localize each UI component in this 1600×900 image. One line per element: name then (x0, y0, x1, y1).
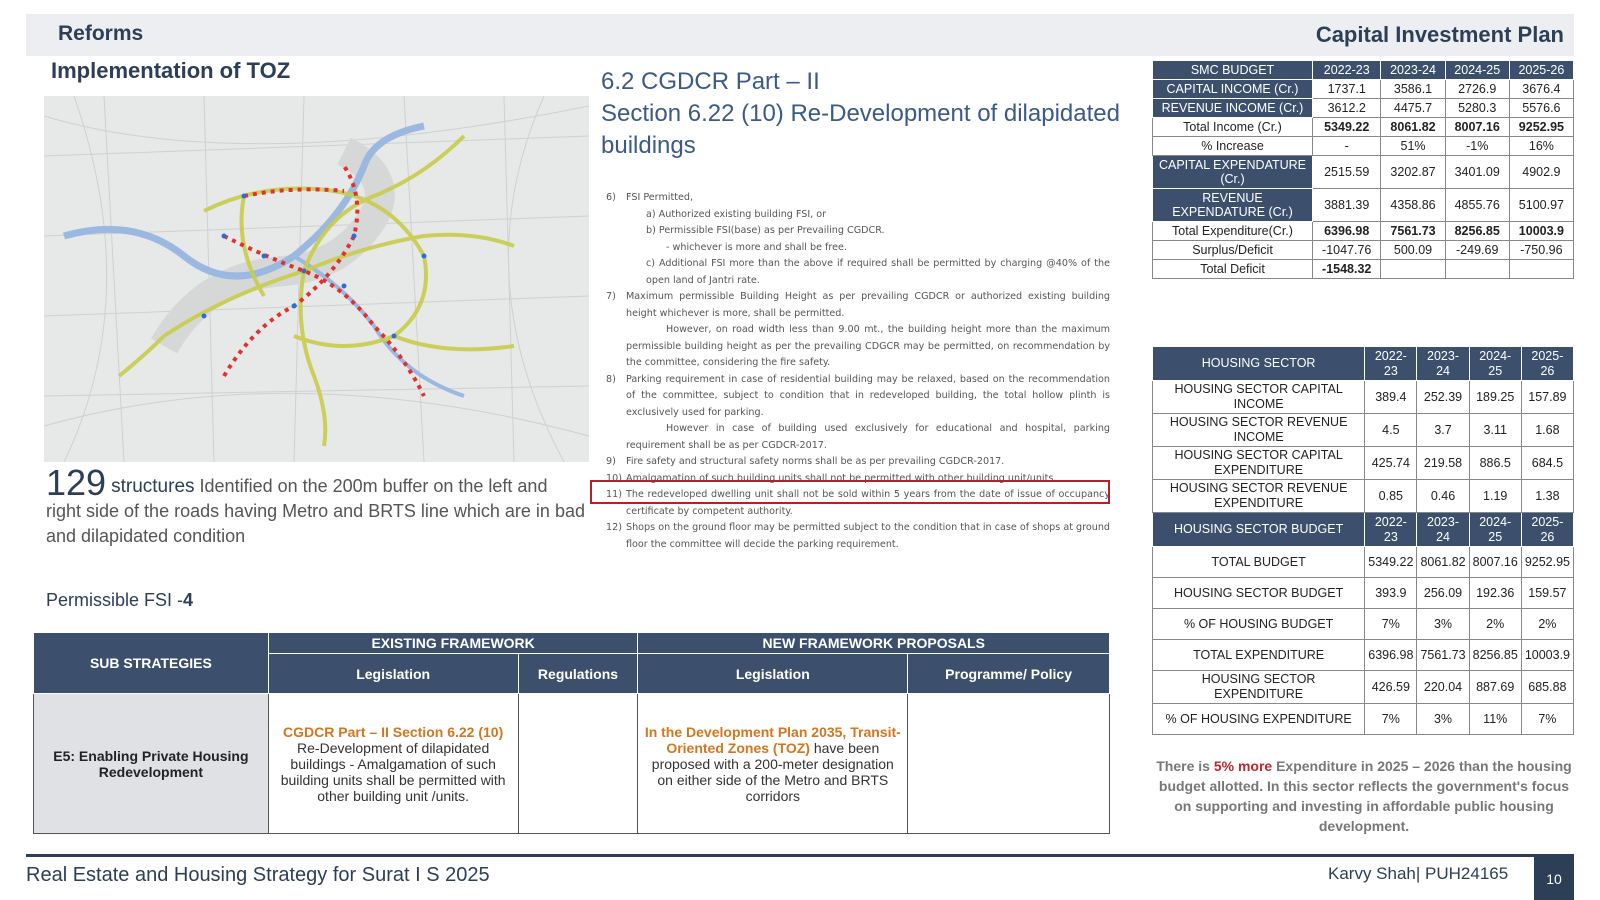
budget-value-cell: 3401.09 (1445, 156, 1509, 189)
th-new-framework: NEW FRAMEWORK PROPOSALS (638, 633, 1110, 654)
clause-number: 9) (606, 456, 616, 467)
budget-value-cell: 5100.97 (1509, 189, 1573, 222)
budget-row (1153, 99, 1574, 118)
budget-value-cell: 4358.86 (1381, 189, 1445, 222)
budget-value-cell: 2515.59 (1313, 156, 1381, 189)
footer-title: Real Estate and Housing Strategy for Surat I S 2025 (26, 864, 490, 886)
housing-row (1153, 414, 1574, 447)
regulation-clause (606, 223, 1110, 240)
housing-sector-table (1152, 346, 1574, 735)
reforms-heading: Reforms (58, 22, 144, 45)
housing-row-label: % OF HOUSING BUDGET (1153, 609, 1365, 640)
regulation-clause (606, 289, 1110, 322)
housing-row-label: TOTAL BUDGET (1153, 547, 1365, 578)
regulation-clause (606, 372, 1110, 422)
regulation-clause (606, 240, 1110, 257)
budget-value-cell: 3881.39 (1313, 189, 1381, 222)
budget-header-cell: 2025-26 (1509, 61, 1573, 80)
th-sub-strategies: SUB STRATEGIES (34, 633, 269, 694)
housing-value-cell: 220.04 (1417, 671, 1469, 704)
budget-value-cell (1445, 260, 1509, 279)
budget-value-cell: 8007.16 (1445, 118, 1509, 137)
budget-row-label: % Increase (1153, 137, 1313, 156)
budget-value-cell: -1% (1445, 137, 1509, 156)
regulation-clause (606, 322, 1110, 372)
housing-value-cell: 252.39 (1417, 381, 1469, 414)
budget-row (1153, 241, 1574, 260)
housing-header-cell: 2025-26 (1521, 513, 1573, 547)
clause-text: c) Additional FSI more than the above if required shall be permitted by charging @40% of the open land of Jantri rate. (646, 258, 1110, 286)
budget-value-cell: -750.96 (1509, 241, 1573, 260)
housing-value-cell: 6396.98 (1365, 640, 1417, 671)
housing-value-cell: 7% (1365, 704, 1417, 735)
section-title-line2: Section 6.22 (10) Re-Development of dilapidated buildings (601, 100, 1120, 159)
page-number: 10 (1534, 857, 1574, 900)
budget-row-label: Total Income (Cr.) (1153, 118, 1313, 137)
regulations-cell (518, 694, 638, 834)
budget-value-cell: 3586.1 (1381, 80, 1445, 99)
fsi-label: Permissible FSI - (46, 590, 184, 610)
existing-legislation-text: Re-Development of dilapidated buildings - Amalgamation of such building units shall be permitted with other building unit /units. (280, 739, 506, 804)
note-post: Expenditure in 2025 – 2026 than the housing budget allotted. In this sector reflects the government's focus on supporting and investing in affordable public housing development. (1158, 758, 1572, 834)
structures-word: structures (111, 476, 195, 497)
budget-row-label: CAPITAL EXPENDATURE (Cr.) (1153, 156, 1313, 189)
clause-text: a) Authorized existing building FSI, or (646, 208, 827, 220)
budget-value-cell: 5349.22 (1313, 118, 1381, 137)
housing-row-label: HOUSING SECTOR CAPITAL INCOME (1153, 381, 1365, 414)
footer-divider (26, 854, 1574, 857)
note-highlight: 5% more (1213, 758, 1273, 774)
housing-value-cell: 192.36 (1469, 578, 1521, 609)
map-graphic (44, 96, 589, 462)
clause-number: 10) (606, 472, 622, 484)
housing-value-cell: 1.68 (1521, 414, 1573, 447)
housing-value-cell: 1.19 (1469, 480, 1521, 513)
regulation-clause (606, 207, 1110, 224)
housing-row-label: % OF HOUSING EXPENDITURE (1153, 704, 1365, 735)
footer-author: Karvy Shah| PUH24165 (1328, 864, 1509, 883)
budget-value-cell: 6396.98 (1313, 222, 1381, 241)
new-legislation-cell (638, 694, 908, 834)
budget-value-cell: 5576.6 (1509, 99, 1573, 118)
clause-text: The redeveloped dwelling unit shall not be sold within 5 years from the date of issue of occupancy certificate by competent authority. (626, 489, 1110, 517)
budget-row-label: REVENUE INCOME (Cr.) (1153, 99, 1313, 118)
th-regulations: Regulations (518, 654, 638, 694)
budget-row-label: Total Expenditure(Cr.) (1153, 222, 1313, 241)
top-bar (26, 14, 1574, 56)
clause-text: Maximum permissible Building Height as per prevailing CGDCR or authorized existing building height whichever is more, shall be permitted. (626, 291, 1110, 319)
housing-value-cell: 7% (1365, 609, 1417, 640)
housing-value-cell: 886.5 (1469, 447, 1521, 480)
clause-text: FSI Permitted, (626, 192, 694, 203)
regulation-clause (606, 190, 1110, 207)
housing-row-label: HOUSING SECTOR REVENUE EXPENDITURE (1153, 480, 1365, 513)
housing-value-cell: 189.25 (1469, 381, 1521, 414)
housing-value-cell: 11% (1469, 704, 1521, 735)
clause-text: - whichever is more and shall be free. (666, 241, 847, 253)
housing-value-cell: 426.59 (1365, 671, 1417, 704)
new-legislation-text: have been proposed with a 200-meter designation on either side of the Metro and BRTS corridors (651, 739, 894, 804)
budget-value-cell: 2726.9 (1445, 80, 1509, 99)
housing-value-cell: 3% (1417, 704, 1469, 735)
budget-value-cell: 4902.9 (1509, 156, 1573, 189)
housing-value-cell: 3% (1417, 609, 1469, 640)
structures-text (46, 462, 586, 549)
budget-header-cell: 2024-25 (1445, 61, 1509, 80)
clause-number: 8) (606, 373, 616, 385)
programme-policy-cell (908, 694, 1110, 834)
budget-value-cell: 8256.85 (1445, 222, 1509, 241)
budget-value-cell: 51% (1381, 137, 1445, 156)
housing-row (1153, 609, 1574, 640)
housing-row (1153, 704, 1574, 735)
th-programme-policy: Programme/ Policy (908, 654, 1110, 694)
budget-row-label: Surplus/Deficit (1153, 241, 1313, 260)
budget-value-cell: -1047.76 (1313, 241, 1381, 260)
housing-value-cell: 7% (1521, 704, 1573, 735)
housing-value-cell: 389.4 (1365, 381, 1417, 414)
budget-value-cell: 7561.73 (1381, 222, 1445, 241)
budget-value-cell: 10003.9 (1509, 222, 1573, 241)
existing-legislation-cell (268, 694, 518, 834)
housing-value-cell: 393.9 (1365, 578, 1417, 609)
regulation-clause (606, 454, 1110, 471)
housing-row (1153, 480, 1574, 513)
budget-value-cell: -1548.32 (1313, 260, 1381, 279)
housing-header-cell: 2025-26 (1521, 347, 1573, 381)
housing-row-label: HOUSING SECTOR REVENUE INCOME (1153, 414, 1365, 447)
housing-value-cell: 3.11 (1469, 414, 1521, 447)
housing-value-cell: 8061.82 (1417, 547, 1469, 578)
clause-number: 6) (606, 192, 616, 203)
budget-header-cell: 2023-24 (1381, 61, 1445, 80)
sub-strategy-cell: E5: Enabling Private Housing Redevelopment (34, 694, 269, 834)
toz-title: Implementation of TOZ (51, 58, 291, 83)
housing-row-label: HOUSING SECTOR BUDGET (1153, 578, 1365, 609)
fsi-value: 4 (183, 590, 194, 610)
section-title (601, 66, 1121, 162)
clause-text: Amalgamation of such building units shall not be permitted with other building unit/units. (626, 472, 1057, 484)
budget-value-cell: 9252.95 (1509, 118, 1573, 137)
budget-value-cell: 3612.2 (1313, 99, 1381, 118)
housing-value-cell: 5349.22 (1365, 547, 1417, 578)
capital-investment-heading: Capital Investment Plan (1315, 22, 1564, 47)
budget-row (1153, 118, 1574, 137)
budget-value-cell: 1737.1 (1313, 80, 1381, 99)
th-legislation-new: Legislation (638, 654, 908, 694)
housing-value-cell: 425.74 (1365, 447, 1417, 480)
housing-value-cell: 256.09 (1417, 578, 1469, 609)
budget-row (1153, 222, 1574, 241)
budget-value-cell: 4475.7 (1381, 99, 1445, 118)
housing-value-cell: 1.38 (1521, 480, 1573, 513)
housing-value-cell: 2% (1521, 609, 1573, 640)
note-pre: There is (1156, 758, 1210, 774)
regulation-clause (606, 421, 1110, 454)
budget-row-label: CAPITAL INCOME (Cr.) (1153, 80, 1313, 99)
housing-header-cell: 2023-24 (1417, 347, 1469, 381)
structures-description: Identified on the 200m buffer on the left and right side of the roads having Metro and BRTS line which are in bad and dilapidated condition (46, 476, 585, 546)
budget-value-cell: 3202.87 (1381, 156, 1445, 189)
housing-value-cell: 4.5 (1365, 414, 1417, 447)
budget-value-cell: 4855.76 (1445, 189, 1509, 222)
clause-text: b) Permissible FSI(base) as per Prevailing CGDCR. (646, 225, 885, 236)
housing-value-cell: 219.58 (1417, 447, 1469, 480)
budget-row (1153, 189, 1574, 222)
housing-header-cell: HOUSING SECTOR BUDGET (1153, 513, 1365, 547)
housing-value-cell: 2% (1469, 609, 1521, 640)
budget-value-cell (1509, 260, 1573, 279)
clause-text: Fire safety and structural safety norms shall be as per prevailing CGDCR-2017. (626, 456, 1005, 467)
housing-row (1153, 547, 1574, 578)
clause-text: Shops on the ground floor may be permitted subject to the condition that in case of shops at ground floor the committee will decide the parking requirement. (626, 522, 1110, 550)
budget-row-label: REVENUE EXPENDATURE (Cr.) (1153, 189, 1313, 222)
budget-value-cell: 3676.4 (1509, 80, 1573, 99)
housing-value-cell: 887.69 (1469, 671, 1521, 704)
regulation-clause (606, 520, 1110, 553)
smc-budget-table (1152, 60, 1574, 279)
section-title-line1: 6.2 CGDCR Part – II (601, 68, 820, 95)
housing-value-cell: 9252.95 (1521, 547, 1573, 578)
existing-legislation-ref: CGDCR Part – II Section 6.22 (10) (283, 723, 504, 740)
housing-header-cell: 2022-23 (1365, 347, 1417, 381)
housing-row-label: TOTAL EXPENDITURE (1153, 640, 1365, 671)
housing-header-cell: 2023-24 (1417, 513, 1469, 547)
housing-row-label: HOUSING SECTOR EXPENDITURE (1153, 671, 1365, 704)
housing-value-cell: 0.46 (1417, 480, 1469, 513)
housing-header-cell: 2022-23 (1365, 513, 1417, 547)
clause-text: However, on road width less than 9.00 mt., the building height more than the maximum permissible building height as per the prevailing CDGCR may be permitted, on recommendation by the committee, considering the fire safety. (626, 324, 1110, 368)
clause-number: 11) (606, 489, 622, 500)
housing-value-cell: 3.7 (1417, 414, 1469, 447)
housing-value-cell: 7561.73 (1417, 640, 1469, 671)
permissible-fsi (46, 590, 193, 611)
budget-row-label: Total Deficit (1153, 260, 1313, 279)
clause-text: Parking requirement in case of residential building may be relaxed, based on the recommendation of the committee, subject to condition that in redeveloped building, the total hollow plinth is exclusively used for parking. (626, 373, 1110, 418)
clause-text: However in case of building used exclusively for educational and hospital, parking requirement shall be as per CGDCR-2017. (626, 423, 1110, 451)
th-legislation-existing: Legislation (268, 654, 518, 694)
new-legislation-ref: In the Development Plan 2035, Transit-Oriented Zones (TOZ) (644, 723, 901, 756)
housing-header-cell: 2024-25 (1469, 513, 1521, 547)
budget-value-cell: - (1313, 137, 1381, 156)
budget-value-cell: 500.09 (1381, 241, 1445, 260)
housing-value-cell: 159.57 (1521, 578, 1573, 609)
budget-row (1153, 260, 1574, 279)
housing-row (1153, 671, 1574, 704)
toz-map (44, 96, 589, 462)
budget-row (1153, 80, 1574, 99)
housing-value-cell: 685.88 (1521, 671, 1573, 704)
housing-value-cell: 8256.85 (1469, 640, 1521, 671)
clause-10-highlight-box (590, 480, 1110, 504)
housing-row (1153, 640, 1574, 671)
housing-row (1153, 381, 1574, 414)
housing-note (1156, 756, 1572, 836)
housing-value-cell: 0.85 (1365, 480, 1417, 513)
housing-value-cell: 10003.9 (1521, 640, 1573, 671)
budget-header-cell: 2022-23 (1313, 61, 1381, 80)
budget-value-cell: -249.69 (1445, 241, 1509, 260)
budget-value-cell: 16% (1509, 137, 1573, 156)
budget-row (1153, 156, 1574, 189)
housing-header-cell: 2024-25 (1469, 347, 1521, 381)
framework-table (33, 632, 1110, 834)
housing-row (1153, 578, 1574, 609)
budget-value-cell (1381, 260, 1445, 279)
budget-value-cell: 5280.3 (1445, 99, 1509, 118)
clause-number: 12) (606, 522, 622, 533)
housing-row-label: HOUSING SECTOR CAPITAL EXPENDITURE (1153, 447, 1365, 480)
housing-header-cell: HOUSING SECTOR (1153, 347, 1365, 381)
structures-number: 129 (46, 462, 107, 503)
budget-value-cell: 8061.82 (1381, 118, 1445, 137)
budget-row (1153, 137, 1574, 156)
regulation-clause (606, 256, 1110, 289)
housing-value-cell: 157.89 (1521, 381, 1573, 414)
housing-row (1153, 447, 1574, 480)
th-existing-framework: EXISTING FRAMEWORK (268, 633, 638, 654)
clause-number: 7) (606, 291, 616, 302)
housing-value-cell: 8007.16 (1469, 547, 1521, 578)
budget-header-cell: SMC BUDGET (1153, 61, 1313, 80)
housing-value-cell: 684.5 (1521, 447, 1573, 480)
